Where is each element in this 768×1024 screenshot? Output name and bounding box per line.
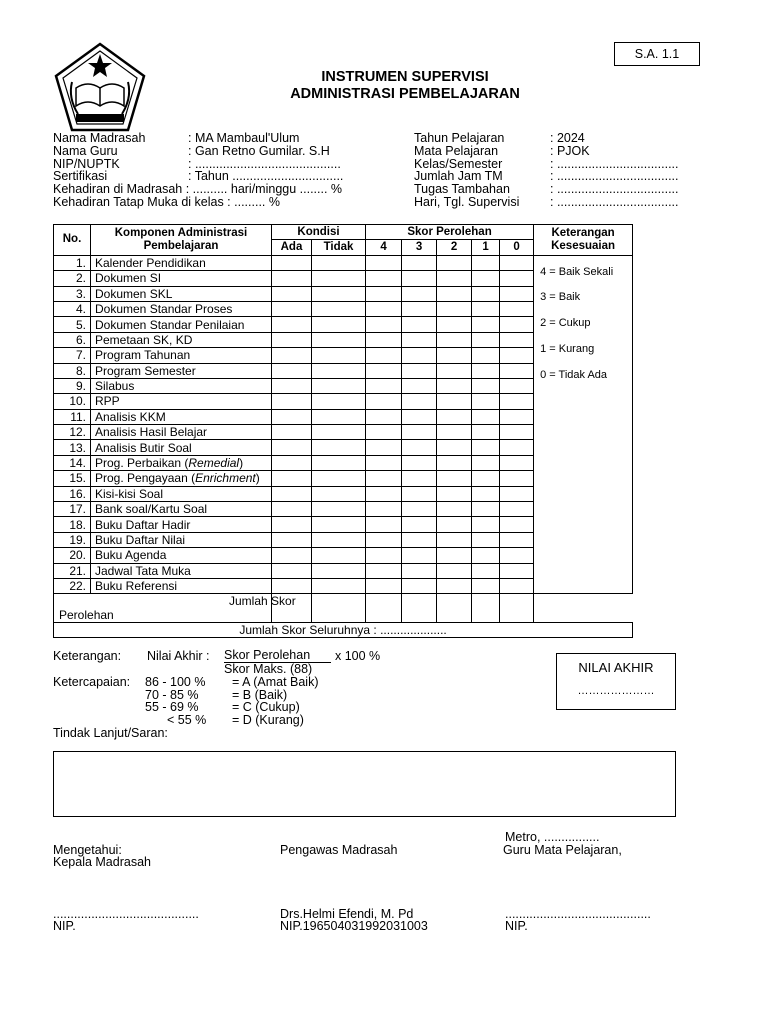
row-number: 16. xyxy=(54,486,91,501)
row-component xyxy=(91,471,272,486)
score-cell[interactable] xyxy=(272,409,312,424)
value-nip-nuptk: : .......................................... xyxy=(188,157,341,171)
mengetahui-label: Mengetahui: xyxy=(53,843,122,857)
range-a: 86 - 100 % xyxy=(145,675,206,689)
score-cell[interactable] xyxy=(366,440,402,455)
header-tidak: Tidak xyxy=(312,240,366,255)
cell[interactable] xyxy=(366,594,402,623)
row-component: Buku Daftar Hadir xyxy=(91,517,272,532)
score-cell[interactable] xyxy=(437,425,472,440)
header-keterangan-line1: Keterangan xyxy=(551,226,615,239)
score-cell[interactable] xyxy=(472,286,500,301)
row-number: 2. xyxy=(54,271,91,286)
score-cell[interactable] xyxy=(500,394,534,409)
header-kondisi: Kondisi xyxy=(272,225,366,240)
score-cell[interactable] xyxy=(437,440,472,455)
score-cell[interactable] xyxy=(312,271,366,286)
row-component: Buku Daftar Nilai xyxy=(91,532,272,547)
score-cell[interactable] xyxy=(272,517,312,532)
score-cell[interactable] xyxy=(272,332,312,347)
score-cell[interactable] xyxy=(500,517,534,532)
score-cell[interactable] xyxy=(472,486,500,501)
table-row xyxy=(54,255,633,270)
score-cell[interactable] xyxy=(312,363,366,378)
score-cell[interactable] xyxy=(472,425,500,440)
score-cell[interactable] xyxy=(402,532,437,547)
score-cell[interactable] xyxy=(472,348,500,363)
row-number: 22. xyxy=(54,578,91,593)
row-number: 6. xyxy=(54,332,91,347)
score-cell[interactable] xyxy=(500,440,534,455)
score-cell[interactable] xyxy=(312,548,366,563)
cell[interactable] xyxy=(437,594,472,623)
score-cell[interactable] xyxy=(366,486,402,501)
score-cell[interactable] xyxy=(312,409,366,424)
nip-pengawas: NIP.196504031992031003 xyxy=(280,919,428,933)
row-component: Buku Referensi xyxy=(91,578,272,593)
score-cell[interactable] xyxy=(272,394,312,409)
place-date: Metro, ................ xyxy=(505,830,600,844)
score-cell[interactable] xyxy=(472,471,500,486)
score-cell[interactable] xyxy=(366,394,402,409)
score-cell[interactable] xyxy=(272,301,312,316)
score-cell[interactable] xyxy=(500,455,534,470)
kehadiran-tatap-muka: Kehadiran Tatap Muka di kelas : ......... % xyxy=(53,195,280,209)
score-cell[interactable] xyxy=(312,440,366,455)
header-ada: Ada xyxy=(272,240,312,255)
row-component: Dokumen Standar Penilaian xyxy=(91,317,272,332)
value-hari-tgl-supervisi: : ................................... xyxy=(550,195,679,209)
tindak-lanjut-label: Tindak Lanjut/Saran: xyxy=(53,726,168,740)
score-cell[interactable] xyxy=(402,440,437,455)
score-cell[interactable] xyxy=(500,317,534,332)
score-cell[interactable] xyxy=(312,486,366,501)
row-number: 19. xyxy=(54,532,91,547)
score-cell[interactable] xyxy=(312,332,366,347)
score-cell[interactable] xyxy=(402,301,437,316)
cell[interactable] xyxy=(500,594,534,623)
score-cell[interactable] xyxy=(312,578,366,593)
score-cell[interactable] xyxy=(437,363,472,378)
score-cell[interactable] xyxy=(437,532,472,547)
header-keterangan-line2: Kesesuaian xyxy=(551,239,616,252)
row-component-italic: Enrichment xyxy=(195,471,256,486)
row-component-text: Prog. Pengayaan ( xyxy=(95,471,196,486)
score-cell[interactable] xyxy=(312,502,366,517)
score-cell[interactable] xyxy=(402,394,437,409)
score-cell[interactable] xyxy=(500,486,534,501)
score-cell[interactable] xyxy=(272,471,312,486)
row-component: Kalender Pendidikan xyxy=(91,255,272,270)
row-component: Jadwal Tata Muka xyxy=(91,563,272,578)
score-cell[interactable] xyxy=(366,578,402,593)
score-cell[interactable] xyxy=(272,255,312,270)
score-cell[interactable] xyxy=(472,394,500,409)
score-cell[interactable] xyxy=(500,255,534,270)
header-komponen-line2: Pembelajaran xyxy=(143,239,219,252)
score-cell[interactable] xyxy=(472,317,500,332)
score-cell[interactable] xyxy=(437,271,472,286)
pengawas-name: Drs.Helmi Efendi, M. Pd xyxy=(280,907,414,921)
row-number: 10. xyxy=(54,394,91,409)
row-component: Program Semester xyxy=(91,363,272,378)
label-kelas-semester: Kelas/Semester xyxy=(414,157,503,171)
row-component: Analisis Butir Soal xyxy=(91,440,272,455)
score-cell[interactable] xyxy=(272,286,312,301)
nilai-akhir-title: NILAI AKHIR xyxy=(578,660,654,675)
score-cell[interactable] xyxy=(366,378,402,393)
score-cell[interactable] xyxy=(402,548,437,563)
score-cell[interactable] xyxy=(402,578,437,593)
jumlah-skor-row xyxy=(54,594,633,623)
value-nama-madrasah: : MA Mambaul'Ulum xyxy=(188,131,300,145)
score-cell[interactable] xyxy=(437,301,472,316)
jumlah-skor-seluruhnya: Jumlah Skor Seluruhnya : .................... xyxy=(54,623,633,638)
row-number: 11. xyxy=(54,409,91,424)
score-cell[interactable] xyxy=(272,440,312,455)
value-tugas-tambahan: : ................................... xyxy=(550,182,679,196)
value-mata-pelajaran: : PJOK xyxy=(550,144,590,158)
form-title-line2: ADMINISTRASI PEMBELAJARAN xyxy=(290,86,520,102)
row-component: Dokumen Standar Proses xyxy=(91,301,272,316)
value-tahun-pelajaran: : 2024 xyxy=(550,131,585,145)
row-component: Analisis Hasil Belajar xyxy=(91,425,272,440)
nip-kepala: NIP. xyxy=(53,919,76,933)
label-nama-madrasah: Nama Madrasah xyxy=(53,131,146,145)
jumlah-skor-line1: Jumlah Skor xyxy=(229,594,296,609)
row-number: 14. xyxy=(54,455,91,470)
legend-item: 0 = Tidak Ada xyxy=(540,368,608,381)
score-cell[interactable] xyxy=(472,255,500,270)
score-cell[interactable] xyxy=(272,271,312,286)
score-cell[interactable] xyxy=(500,425,534,440)
score-cell[interactable] xyxy=(312,348,366,363)
ministry-logo-icon xyxy=(52,42,148,138)
score-cell[interactable] xyxy=(437,394,472,409)
jumlah-skor-line2: Perolehan xyxy=(59,608,114,623)
formula-numerator: Skor Perolehan xyxy=(224,649,331,663)
value-kelas-semester: : ................................... xyxy=(550,157,679,171)
score-cell[interactable] xyxy=(366,271,402,286)
score-cell[interactable] xyxy=(366,363,402,378)
score-cell[interactable] xyxy=(402,255,437,270)
grade-b: = B (Baik) xyxy=(232,688,288,702)
row-component: Silabus xyxy=(91,378,272,393)
row-number: 7. xyxy=(54,348,91,363)
row-number: 13. xyxy=(54,440,91,455)
score-cell[interactable] xyxy=(437,455,472,470)
row-number: 17. xyxy=(54,502,91,517)
range-b: 70 - 85 % xyxy=(145,688,199,702)
header-no: No. xyxy=(54,225,91,256)
header-skor-0: 0 xyxy=(500,240,534,255)
legend-cell xyxy=(534,255,633,594)
score-cell[interactable] xyxy=(472,578,500,593)
header-keterangan xyxy=(534,225,633,256)
score-cell[interactable] xyxy=(437,563,472,578)
score-cell[interactable] xyxy=(402,409,437,424)
legend-item: 4 = Baik Sekali xyxy=(540,265,614,278)
score-cell[interactable] xyxy=(272,363,312,378)
kepala-madrasah-label: Kepala Madrasah xyxy=(53,855,151,869)
cell[interactable] xyxy=(472,594,500,623)
score-cell[interactable] xyxy=(366,286,402,301)
score-cell[interactable] xyxy=(500,301,534,316)
row-component-italic: Remedial xyxy=(188,456,240,471)
row-component-tail: ) xyxy=(239,456,244,471)
score-cell[interactable] xyxy=(437,348,472,363)
score-cell[interactable] xyxy=(500,363,534,378)
score-cell[interactable] xyxy=(500,271,534,286)
label-sertifikasi: Sertifikasi xyxy=(53,169,108,183)
row-component: Dokumen SI xyxy=(91,271,272,286)
score-cell[interactable] xyxy=(312,255,366,270)
score-cell[interactable] xyxy=(366,532,402,547)
formula-denominator: Skor Maks. (88) xyxy=(224,662,313,676)
header-skor: Skor Perolehan xyxy=(366,225,534,240)
pengawas-label: Pengawas Madrasah xyxy=(280,843,398,857)
grade-d: = D (Kurang) xyxy=(232,713,304,727)
row-number: 9. xyxy=(54,378,91,393)
score-cell[interactable] xyxy=(312,301,366,316)
score-cell[interactable] xyxy=(437,578,472,593)
jumlah-skor-label xyxy=(54,594,296,623)
saran-input-box[interactable] xyxy=(53,751,676,817)
grade-a: = A (Amat Baik) xyxy=(232,675,319,689)
cell[interactable] xyxy=(312,594,366,623)
score-cell[interactable] xyxy=(366,425,402,440)
score-cell[interactable] xyxy=(366,409,402,424)
score-cell[interactable] xyxy=(472,440,500,455)
nilai-akhir-value[interactable]: ………………… xyxy=(577,685,655,697)
score-cell[interactable] xyxy=(402,486,437,501)
nip-guru: NIP. xyxy=(505,919,528,933)
header-skor-4: 4 xyxy=(366,240,402,255)
score-cell[interactable] xyxy=(437,486,472,501)
row-number: 21. xyxy=(54,563,91,578)
label-nip-nuptk: NIP/NUPTK xyxy=(53,157,120,171)
score-cell[interactable] xyxy=(312,378,366,393)
score-cell[interactable] xyxy=(472,271,500,286)
score-cell[interactable] xyxy=(366,548,402,563)
guru-label: Guru Mata Pelajaran, xyxy=(503,843,622,857)
score-cell[interactable] xyxy=(402,517,437,532)
score-cell[interactable] xyxy=(402,502,437,517)
score-cell[interactable] xyxy=(366,455,402,470)
score-cell[interactable] xyxy=(366,471,402,486)
score-cell[interactable] xyxy=(500,378,534,393)
score-cell[interactable] xyxy=(500,409,534,424)
score-cell[interactable] xyxy=(366,255,402,270)
score-cell[interactable] xyxy=(312,563,366,578)
nilai-akhir-label: Nilai Akhir : xyxy=(147,649,210,663)
score-cell[interactable] xyxy=(500,578,534,593)
row-component: Analisis KKM xyxy=(91,409,272,424)
jumlah-seluruh-row xyxy=(54,623,633,638)
score-cell[interactable] xyxy=(500,532,534,547)
score-cell[interactable] xyxy=(366,348,402,363)
score-cell[interactable] xyxy=(312,394,366,409)
kehadiran-madrasah: Kehadiran di Madrasah : .......... hari/minggu ........ % xyxy=(53,182,343,196)
table-header-row-1 xyxy=(54,225,633,240)
score-cell[interactable] xyxy=(312,425,366,440)
score-cell[interactable] xyxy=(500,471,534,486)
score-cell[interactable] xyxy=(272,578,312,593)
score-cell[interactable] xyxy=(500,548,534,563)
score-cell[interactable] xyxy=(437,471,472,486)
row-component: Program Tahunan xyxy=(91,348,272,363)
score-cell[interactable] xyxy=(472,378,500,393)
score-cell[interactable] xyxy=(402,271,437,286)
score-cell[interactable] xyxy=(272,502,312,517)
score-cell[interactable] xyxy=(272,486,312,501)
label-nama-guru: Nama Guru xyxy=(53,144,118,158)
score-cell[interactable] xyxy=(500,348,534,363)
score-cell[interactable] xyxy=(366,332,402,347)
row-component: Kisi-kisi Soal xyxy=(91,486,272,501)
row-number: 3. xyxy=(54,286,91,301)
signature-line-kepala: .......................................... xyxy=(53,907,199,921)
range-c: 55 - 69 % xyxy=(145,700,199,714)
score-cell[interactable] xyxy=(472,409,500,424)
row-number: 15. xyxy=(54,471,91,486)
row-number: 4. xyxy=(54,301,91,316)
score-cell[interactable] xyxy=(272,348,312,363)
range-d: < 55 % xyxy=(167,713,207,727)
row-component: RPP xyxy=(91,394,272,409)
row-component xyxy=(91,455,272,470)
header-komponen-line1: Komponen Administrasi xyxy=(114,226,248,239)
score-cell[interactable] xyxy=(437,317,472,332)
score-cell[interactable] xyxy=(472,332,500,347)
score-cell[interactable] xyxy=(366,502,402,517)
score-cell[interactable] xyxy=(402,348,437,363)
score-cell[interactable] xyxy=(312,455,366,470)
cell[interactable] xyxy=(402,594,437,623)
score-cell[interactable] xyxy=(272,563,312,578)
score-cell[interactable] xyxy=(402,332,437,347)
grade-c: = C (Cukup) xyxy=(232,700,300,714)
legend-item: 2 = Cukup xyxy=(540,317,591,330)
score-cell[interactable] xyxy=(437,409,472,424)
score-cell[interactable] xyxy=(366,317,402,332)
row-number: 18. xyxy=(54,517,91,532)
score-cell[interactable] xyxy=(402,363,437,378)
label-tahun-pelajaran: Tahun Pelajaran xyxy=(414,131,505,145)
form-code: S.A. 1.1 xyxy=(614,42,700,66)
score-cell[interactable] xyxy=(500,286,534,301)
header-skor-2: 2 xyxy=(437,240,472,255)
score-cell[interactable] xyxy=(500,332,534,347)
row-component: Buku Agenda xyxy=(91,548,272,563)
score-cell[interactable] xyxy=(272,455,312,470)
score-cell[interactable] xyxy=(272,532,312,547)
row-number: 8. xyxy=(54,363,91,378)
score-cell[interactable] xyxy=(437,332,472,347)
row-number: 5. xyxy=(54,317,91,332)
score-cell[interactable] xyxy=(272,378,312,393)
score-cell[interactable] xyxy=(437,517,472,532)
score-cell[interactable] xyxy=(312,517,366,532)
score-cell[interactable] xyxy=(312,532,366,547)
score-cell[interactable] xyxy=(312,317,366,332)
legend-item: 1 = Kurang xyxy=(540,342,595,355)
score-cell[interactable] xyxy=(272,425,312,440)
row-number: 1. xyxy=(54,255,91,270)
row-component: Pemetaan SK, KD xyxy=(91,332,272,347)
keterangan-label: Keterangan: xyxy=(53,649,122,663)
score-cell[interactable] xyxy=(402,563,437,578)
score-cell[interactable] xyxy=(437,548,472,563)
header-komponen xyxy=(91,225,272,256)
score-cell[interactable] xyxy=(500,502,534,517)
row-component-text: Prog. Perbaikan ( xyxy=(95,456,189,471)
score-cell[interactable] xyxy=(472,502,500,517)
label-mata-pelajaran: Mata Pelajaran xyxy=(414,144,499,158)
row-component-tail: ) xyxy=(255,471,260,486)
value-sertifikasi: : Tahun ................................ xyxy=(188,169,344,183)
label-jumlah-jam-tm: Jumlah Jam TM xyxy=(414,169,503,183)
score-cell[interactable] xyxy=(366,517,402,532)
formula-times: x 100 % xyxy=(335,649,381,663)
score-cell[interactable] xyxy=(472,532,500,547)
ketercapaian-label: Ketercapaian: xyxy=(53,675,131,689)
score-cell[interactable] xyxy=(437,255,472,270)
score-cell[interactable] xyxy=(402,286,437,301)
nilai-akhir-box xyxy=(556,653,676,710)
row-component: Dokumen SKL xyxy=(91,286,272,301)
score-cell[interactable] xyxy=(312,471,366,486)
score-cell[interactable] xyxy=(437,378,472,393)
score-cell[interactable] xyxy=(402,471,437,486)
score-cell[interactable] xyxy=(402,425,437,440)
score-cell[interactable] xyxy=(437,502,472,517)
score-cell[interactable] xyxy=(472,301,500,316)
score-cell[interactable] xyxy=(437,286,472,301)
score-cell[interactable] xyxy=(312,286,366,301)
score-cell[interactable] xyxy=(272,317,312,332)
score-cell[interactable] xyxy=(472,548,500,563)
header-skor-1: 1 xyxy=(472,240,500,255)
score-cell[interactable] xyxy=(402,317,437,332)
score-cell[interactable] xyxy=(500,563,534,578)
label-tugas-tambahan: Tugas Tambahan xyxy=(414,182,510,196)
score-cell[interactable] xyxy=(472,363,500,378)
score-cell[interactable] xyxy=(402,455,437,470)
signature-line-guru: .......................................... xyxy=(505,907,651,921)
form-title-line1: INSTRUMEN SUPERVISI xyxy=(321,69,489,85)
value-jumlah-jam-tm: : ................................... xyxy=(550,169,679,183)
row-component: Bank soal/Kartu Soal xyxy=(91,502,272,517)
score-cell[interactable] xyxy=(272,548,312,563)
supervision-table xyxy=(53,224,633,638)
row-number: 20. xyxy=(54,548,91,563)
value-nama-guru: : Gan Retno Gumilar. S.H xyxy=(188,144,330,158)
score-cell[interactable] xyxy=(472,455,500,470)
header-skor-3: 3 xyxy=(402,240,437,255)
label-hari-tgl-supervisi: Hari, Tgl. Supervisi xyxy=(414,195,520,209)
score-cell[interactable] xyxy=(472,517,500,532)
score-cell[interactable] xyxy=(402,378,437,393)
legend-item: 3 = Baik xyxy=(540,291,581,304)
score-cell[interactable] xyxy=(472,563,500,578)
score-cell[interactable] xyxy=(366,301,402,316)
score-cell[interactable] xyxy=(366,563,402,578)
row-number: 12. xyxy=(54,425,91,440)
